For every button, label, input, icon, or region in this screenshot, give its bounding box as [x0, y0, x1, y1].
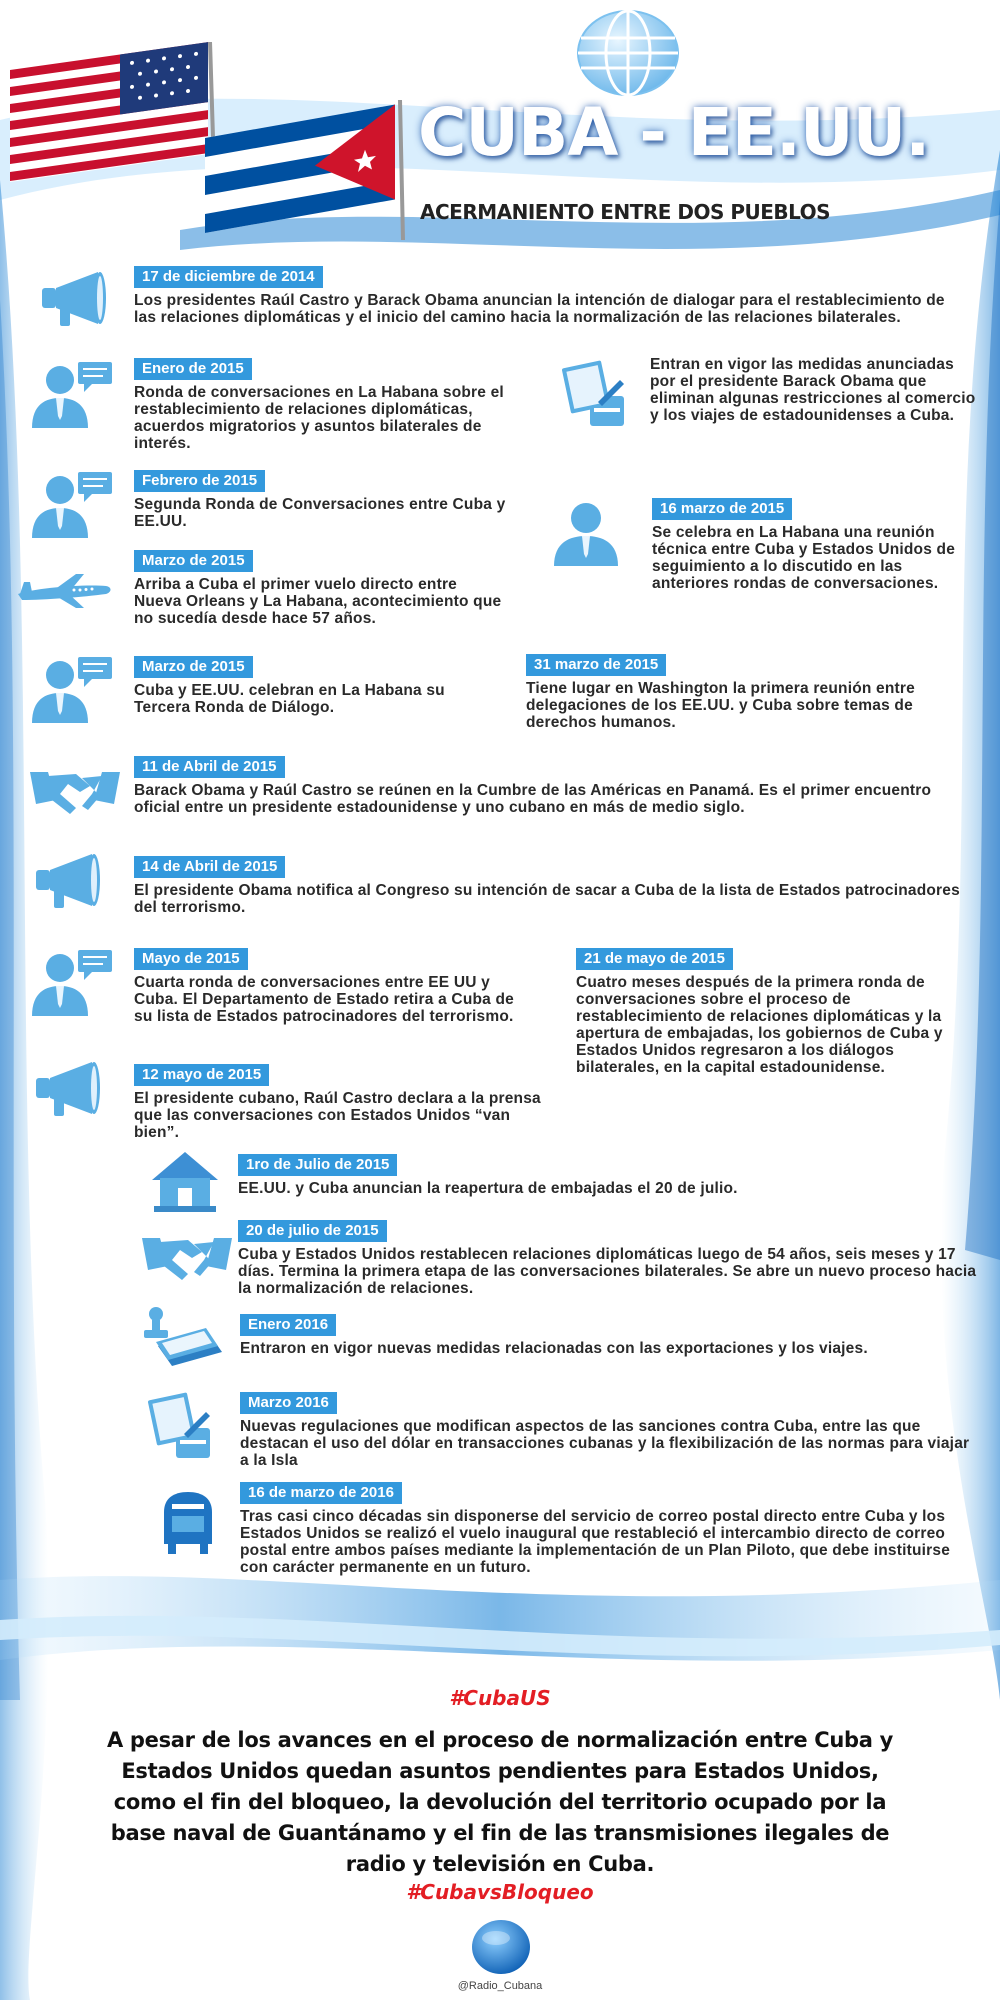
page-subtitle: ACERMANIENTO ENTRE DOS PUEBLOS — [420, 200, 831, 224]
timeline-event — [134, 470, 524, 530]
event-date: 1ro de Julio de 2015 — [238, 1154, 397, 1176]
person-speech-icon — [28, 360, 116, 430]
megaphone-icon — [40, 268, 120, 328]
event-date: 17 de diciembre de 2014 — [134, 266, 323, 288]
timeline-event — [238, 1220, 978, 1297]
event-description: El presidente cubano, Raúl Castro declara a la prensa que las conversaciones con Estados Unidos “van bien”. — [134, 1090, 541, 1141]
event-description: Tiene lugar en Washington la primera reunión entre delegaciones de los EE.UU. y Cuba sobre temas de derechos humanos. — [526, 680, 915, 731]
event-description: Cuarta ronda de conversaciones entre EE UU y Cuba. El Departamento de Estado retira a Cuba de su lista de Estados patrocinadores del terrorismo. — [134, 974, 514, 1025]
event-date: Enero de 2015 — [134, 358, 252, 380]
event-description: Tras casi cinco décadas sin disponerse del servicio de correo postal directo entre Cuba y los Estados Unidos se realizó el vuelo inaugural que restableció el intercambio directo de correo postal entre ambos países mediante la implementación de un Plan Piloto, que debe instituirse con carácter permanente en un futuro. — [240, 1508, 951, 1576]
timeline-event — [134, 550, 504, 627]
globe-logo-icon — [573, 8, 683, 98]
person-speech-icon — [28, 470, 116, 540]
event-date: Marzo de 2015 — [134, 656, 253, 678]
timeline-event — [240, 1314, 960, 1357]
handshake-icon — [30, 764, 120, 818]
event-description: Entran en vigor las medidas anunciadas por el presidente Barack Obama que eliminan algunas restricciones al comercio y los viajes de estadounidenses a Cuba. — [650, 356, 976, 424]
radio-cubana-logo-icon — [470, 1918, 532, 1976]
timeline-event — [134, 856, 964, 916]
event-date: 14 de Abril de 2015 — [134, 856, 285, 878]
documents-icon — [560, 358, 635, 430]
event-date: Marzo de 2015 — [134, 550, 253, 572]
timeline-event — [134, 1064, 544, 1141]
timeline-event — [240, 1482, 960, 1576]
stamp-icon — [138, 1306, 224, 1370]
timeline-event — [134, 756, 964, 816]
timeline-event — [134, 358, 524, 452]
hashtag-cubavsbloqueo: #CubavsBloqueo — [406, 1880, 594, 1904]
closing-statement: A pesar de los avances en el proceso de normalización entre Cuba y Estados Unidos quedan asuntos pendientes para Estados Unidos, como el fin del bloqueo, la devolución del territorio ocupado por la base naval de Guantánamo y el fin de las transmisiones ilegales de radio y televisión en Cuba. — [106, 1728, 894, 1876]
event-date: 12 mayo de 2015 — [134, 1064, 269, 1086]
timeline-event — [134, 266, 954, 326]
event-description: Arriba a Cuba el primer vuelo directo entre Nueva Orleans y La Habana, acontecimiento que no sucedía desde hace 57 años. — [134, 576, 502, 627]
documents-icon — [146, 1390, 221, 1462]
event-description: El presidente Obama notifica al Congreso su intención de sacar a Cuba de la lista de Estados patrocinadores del terrorismo. — [134, 882, 960, 916]
event-description: Barack Obama y Raúl Castro se reúnen en la Cumbre de las Américas en Panamá. Es el primer encuentro oficial entre un presidente estadounidense y uno cubano en más de medio siglo. — [134, 782, 932, 816]
page-title: CUBA - EE.UU. — [418, 94, 930, 171]
timeline-event — [238, 1154, 958, 1197]
event-description: Cuba y EE.UU. celebran en La Habana su Tercera Ronda de Diálogo. — [134, 682, 445, 716]
house-icon — [150, 1150, 220, 1214]
timeline-event — [240, 1392, 980, 1469]
event-date: 11 de Abril de 2015 — [134, 756, 285, 778]
timeline-event — [576, 948, 956, 1076]
event-description: EE.UU. y Cuba anuncian la reapertura de embajadas el 20 de julio. — [238, 1180, 738, 1197]
event-description: Ronda de conversaciones en La Habana sobre el restablecimiento de relaciones diplomáticas, acuerdos migratorios y asuntos bilaterales de interés. — [134, 384, 504, 452]
event-description: Nuevas regulaciones que modifican aspectos de las sanciones contra Cuba, entre las que destacan el uso del dólar en transacciones cubanas y la flexibilización de las normas para viajar a la Isla — [240, 1418, 970, 1469]
event-date: Febrero de 2015 — [134, 470, 265, 492]
person-speech-icon — [28, 655, 116, 725]
event-date: 16 de marzo de 2016 — [240, 1482, 402, 1504]
timeline-event — [134, 948, 524, 1025]
event-date: Marzo 2016 — [240, 1392, 337, 1414]
event-date: 21 de mayo de 2015 — [576, 948, 733, 970]
event-date: Mayo de 2015 — [134, 948, 248, 970]
radio-cubana-handle: @Radio_Cubana — [457, 1980, 543, 1992]
megaphone-icon — [34, 850, 114, 910]
event-date: 31 marzo de 2015 — [526, 654, 666, 676]
airplane-icon — [14, 572, 114, 610]
event-description: Los presidentes Raúl Castro y Barack Obama anuncian la intención de dialogar para el restablecimiento de las relaciones diplomáticas y el inicio del camino hacia la normalización de las relaciones bilaterales. — [134, 292, 945, 326]
event-date: Enero 2016 — [240, 1314, 336, 1336]
handshake-icon — [142, 1230, 232, 1284]
timeline-event — [652, 498, 982, 592]
event-description: Segunda Ronda de Conversaciones entre Cuba y EE.UU. — [134, 496, 506, 530]
event-date: 20 de julio de 2015 — [238, 1220, 387, 1242]
hashtag-cubaus: #CubaUS — [449, 1686, 551, 1710]
event-date: 16 marzo de 2015 — [652, 498, 792, 520]
event-description: Entraron en vigor nuevas medidas relacionadas con las exportaciones y los viajes. — [240, 1340, 868, 1357]
mailbox-icon — [160, 1490, 216, 1554]
timeline-event — [526, 654, 966, 731]
cuba-flag-icon — [205, 100, 405, 240]
timeline-event — [650, 356, 980, 424]
event-description: Cuba y Estados Unidos restablecen relaciones diplomáticas luego de 54 años, seis meses y 17 días. Termina la primera etapa de las conversaciones bilaterales. Se abre un nuevo proceso hacia la normalización de relaciones. — [238, 1246, 977, 1297]
megaphone-icon — [34, 1058, 114, 1118]
timeline-event — [134, 656, 464, 716]
person-icon — [550, 500, 622, 566]
event-description: Se celebra en La Habana una reunión técnica entre Cuba y Estados Unidos de seguimiento a lo discutido en las anteriores rondas de conversaciones. — [652, 524, 956, 592]
event-description: Cuatro meses después de la primera ronda de conversaciones sobre el proceso de restablecimiento de relaciones diplomáticas y la apertura de embajadas, los gobiernos de Cuba y Estados Unidos regresaron a los diálogos bilaterales, en la capital estadounidense. — [576, 974, 943, 1076]
person-speech-icon — [28, 948, 116, 1018]
us-flag-icon — [10, 42, 215, 202]
